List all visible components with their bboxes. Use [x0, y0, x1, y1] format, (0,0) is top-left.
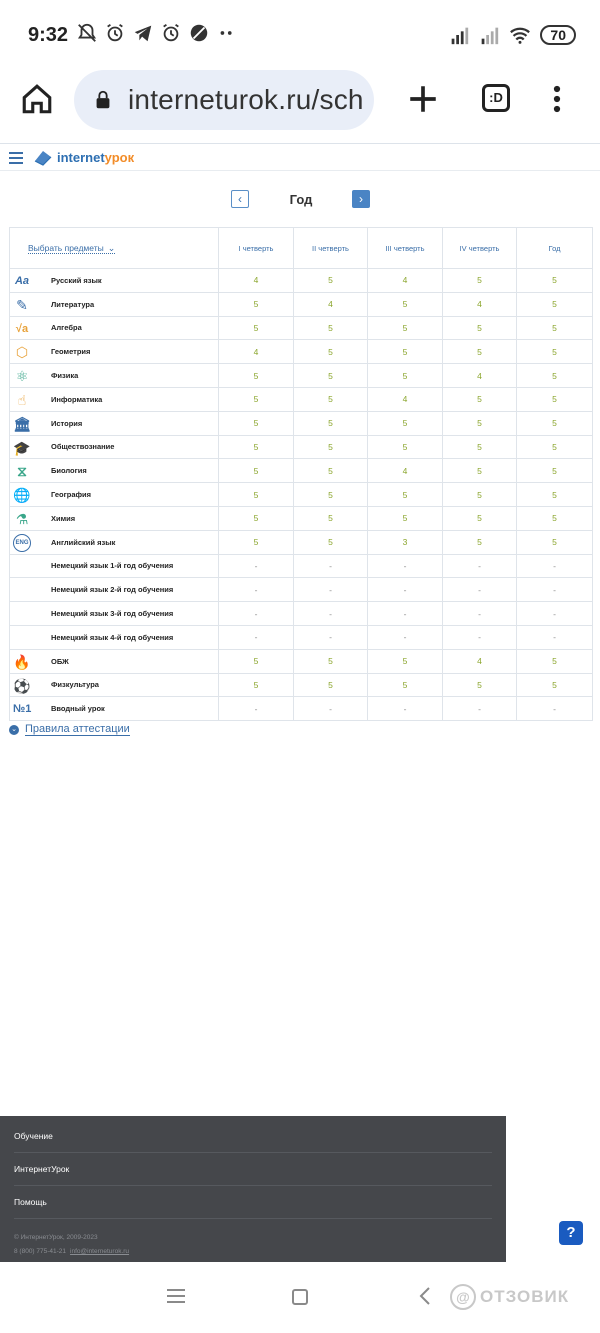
- system-navigation-bar: [0, 1262, 600, 1333]
- grade-cell: 5: [219, 364, 294, 388]
- grade-cell: -: [368, 602, 443, 626]
- hamburger-menu-icon[interactable]: [9, 152, 23, 164]
- subject-name: Химия: [51, 513, 76, 523]
- table-row: [10, 483, 593, 507]
- subject-name: Алгебра: [51, 323, 82, 333]
- subject-cell: [10, 554, 219, 578]
- table-row: [10, 602, 593, 626]
- grade-cell: 5: [368, 649, 443, 673]
- grade-cell: -: [368, 578, 443, 602]
- subject-icon: 🏛: [13, 415, 31, 432]
- grade-cell: 5: [517, 506, 593, 530]
- footer-copyright: © ИнтернетУрок, 2009-2023: [14, 1234, 98, 1241]
- footer-email[interactable]: info@interneturok.ru: [70, 1248, 130, 1255]
- subject-icon: [13, 605, 31, 623]
- grade-cell: 5: [443, 506, 517, 530]
- grade-cell: 4: [219, 269, 294, 293]
- subject-icon: ⧖: [17, 463, 27, 480]
- grade-cell: 5: [443, 483, 517, 507]
- grade-cell: 5: [219, 292, 294, 316]
- grade-cell: -: [294, 625, 368, 649]
- watermark-at-icon: @: [450, 1284, 476, 1310]
- grade-cell: 4: [219, 340, 294, 364]
- grade-cell: 5: [517, 316, 593, 340]
- grade-cell: 5: [368, 364, 443, 388]
- grade-cell: 5: [517, 649, 593, 673]
- grade-cell: -: [443, 578, 517, 602]
- column-header: Год: [517, 228, 593, 269]
- grades-table: [9, 227, 593, 721]
- column-header: II четверть: [294, 228, 368, 269]
- system-indicators: [448, 24, 576, 46]
- attestation-rules[interactable]: [9, 723, 130, 736]
- grade-cell: -: [368, 697, 443, 721]
- grade-cell: 5: [219, 411, 294, 435]
- footer-link-help[interactable]: Помощь: [14, 1186, 492, 1219]
- grade-cell: 5: [517, 483, 593, 507]
- subject-name: Обществознание: [51, 442, 115, 452]
- subject-column-header: [10, 228, 219, 269]
- table-row: [10, 292, 593, 316]
- grade-cell: -: [443, 554, 517, 578]
- grade-cell: 5: [294, 483, 368, 507]
- grade-cell: 5: [219, 483, 294, 507]
- table-header-row: [10, 228, 593, 269]
- grade-cell: 5: [517, 387, 593, 411]
- table-row: [10, 459, 593, 483]
- mute-bell-icon: [76, 22, 98, 44]
- grade-cell: -: [368, 554, 443, 578]
- grade-cell: 5: [368, 506, 443, 530]
- grade-cell: 5: [443, 340, 517, 364]
- grade-cell: 5: [294, 673, 368, 697]
- table-row: [10, 411, 593, 435]
- subject-icon: 🌐: [13, 487, 31, 504]
- grade-cell: 4: [294, 292, 368, 316]
- grade-cell: -: [294, 697, 368, 721]
- subject-icon: [13, 629, 31, 647]
- subject-name: Немецкий язык 2-й год обучения: [51, 585, 174, 595]
- subject-cell: [10, 435, 219, 459]
- subject-name: История: [51, 418, 83, 428]
- subject-cell: [10, 459, 219, 483]
- status-bar: [0, 0, 600, 70]
- back-nav-icon[interactable]: [418, 1286, 432, 1306]
- grade-cell: 5: [517, 673, 593, 697]
- footer-phone[interactable]: 8 (800) 775-41-21: [14, 1248, 67, 1255]
- grade-cell: 5: [219, 459, 294, 483]
- subject-name: Английский язык: [51, 537, 116, 547]
- grade-cell: 5: [294, 387, 368, 411]
- grade-cell: 4: [368, 269, 443, 293]
- grade-cell: -: [517, 602, 593, 626]
- subject-icon: 🎓: [13, 439, 31, 456]
- grade-cell: 5: [517, 292, 593, 316]
- grade-cell: -: [443, 697, 517, 721]
- grade-cell: 5: [517, 269, 593, 293]
- table-row: [10, 506, 593, 530]
- alarm-icon: [104, 22, 126, 44]
- table-row: [10, 269, 593, 293]
- grade-cell: -: [517, 578, 593, 602]
- table-row: [10, 530, 593, 554]
- footer-link-learning[interactable]: Обучение: [14, 1120, 492, 1153]
- footer-contacts: [14, 1248, 129, 1255]
- table-row: [10, 649, 593, 673]
- table-row: [10, 578, 593, 602]
- grade-cell: 5: [517, 411, 593, 435]
- lock-icon: [92, 88, 114, 112]
- grade-cell: 5: [219, 387, 294, 411]
- grade-cell: -: [294, 602, 368, 626]
- grade-cell: 5: [219, 649, 294, 673]
- subject-icon: ⬡: [15, 344, 29, 361]
- subject-icon: ⚽: [13, 677, 31, 694]
- battery-indicator: 70: [540, 25, 576, 45]
- grade-cell: 5: [294, 364, 368, 388]
- grade-cell: 3: [368, 530, 443, 554]
- grade-cell: 5: [219, 435, 294, 459]
- subject-name: Немецкий язык 3-й год обучения: [51, 609, 174, 619]
- grade-cell: -: [294, 578, 368, 602]
- site-header: [0, 143, 600, 171]
- grade-cell: 5: [517, 530, 593, 554]
- grade-cell: 4: [443, 649, 517, 673]
- table-row: [10, 697, 593, 721]
- grade-cell: -: [443, 625, 517, 649]
- subject-icon: ⚗: [15, 510, 29, 527]
- url-text: interneturok.ru/sch: [128, 84, 364, 115]
- table-row: [10, 625, 593, 649]
- grade-cell: 5: [219, 530, 294, 554]
- site-logo[interactable]: [33, 147, 134, 167]
- grade-cell: 5: [219, 673, 294, 697]
- table-row: [10, 387, 593, 411]
- grade-cell: 5: [368, 292, 443, 316]
- grade-cell: -: [517, 554, 593, 578]
- next-period-button[interactable]: ›: [352, 190, 370, 208]
- grade-cell: 5: [443, 269, 517, 293]
- grade-cell: 5: [294, 649, 368, 673]
- column-header: IV четверть: [443, 228, 517, 269]
- chevron-down-icon: ⌄: [9, 725, 19, 735]
- new-tab-icon[interactable]: [406, 82, 440, 116]
- subject-cell: [10, 602, 219, 626]
- logo-book-icon: [33, 147, 53, 167]
- subject-name: Информатика: [51, 394, 103, 404]
- address-bar[interactable]: [74, 70, 374, 130]
- grade-cell: 5: [517, 459, 593, 483]
- grade-cell: 5: [368, 316, 443, 340]
- grade-cell: 5: [443, 316, 517, 340]
- grade-cell: 5: [294, 411, 368, 435]
- grade-cell: 5: [368, 340, 443, 364]
- prev-period-button[interactable]: ‹: [231, 190, 249, 208]
- subject-name: Немецкий язык 4-й год обучения: [51, 632, 174, 642]
- browser-toolbar: [0, 70, 600, 136]
- grade-cell: 5: [368, 483, 443, 507]
- grade-cell: 5: [443, 435, 517, 459]
- subject-cell: [10, 269, 219, 293]
- subject-icon: [13, 558, 31, 576]
- column-header: I четверть: [219, 228, 294, 269]
- grade-cell: -: [517, 625, 593, 649]
- signal-icon-2: [478, 24, 500, 46]
- grade-cell: 4: [443, 364, 517, 388]
- subject-name: Вводный урок: [51, 704, 105, 714]
- grade-cell: -: [219, 625, 294, 649]
- recent-apps-icon[interactable]: [167, 1288, 185, 1304]
- tabs-button[interactable]: :D: [482, 84, 510, 112]
- table-row: [10, 340, 593, 364]
- subject-cell: [10, 483, 219, 507]
- grade-cell: 5: [517, 364, 593, 388]
- grade-cell: 5: [368, 411, 443, 435]
- subject-cell: [10, 649, 219, 673]
- status-time: 9:32: [28, 24, 69, 46]
- grade-cell: 5: [443, 530, 517, 554]
- subject-cell: [10, 411, 219, 435]
- grade-cell: 5: [368, 435, 443, 459]
- help-button[interactable]: ?: [559, 1221, 583, 1245]
- table-row: [10, 364, 593, 388]
- subject-name: Геометрия: [51, 347, 91, 357]
- watermark: [450, 1284, 569, 1310]
- grade-cell: 5: [443, 411, 517, 435]
- subject-cell: [10, 530, 219, 554]
- app-icon: [188, 22, 210, 44]
- table-row: [10, 673, 593, 697]
- grade-cell: 5: [368, 673, 443, 697]
- subject-icon: 🔥: [13, 653, 31, 670]
- grade-cell: -: [294, 554, 368, 578]
- subject-name: Физика: [51, 371, 79, 381]
- grade-cell: -: [517, 697, 593, 721]
- grade-cell: 5: [294, 506, 368, 530]
- grade-cell: 4: [368, 387, 443, 411]
- table-row: [10, 435, 593, 459]
- grade-cell: 5: [294, 269, 368, 293]
- table-row: [10, 316, 593, 340]
- subject-cell: [10, 506, 219, 530]
- grade-cell: 5: [294, 530, 368, 554]
- logo-text: internetурок: [57, 149, 135, 165]
- wifi-icon: [508, 24, 532, 46]
- subject-name: География: [51, 490, 92, 500]
- grade-cell: 4: [368, 459, 443, 483]
- telegram-icon: [132, 22, 154, 44]
- subject-cell: [10, 387, 219, 411]
- home-nav-icon[interactable]: [292, 1289, 308, 1305]
- subject-name: Биология: [51, 466, 87, 476]
- footer-link-interneturok[interactable]: ИнтернетУрок: [14, 1153, 492, 1186]
- subject-name: Физкультура: [51, 680, 99, 690]
- subject-icon: ☝: [17, 391, 27, 408]
- grade-cell: 5: [443, 387, 517, 411]
- grade-cell: 4: [443, 292, 517, 316]
- subject-cell: [10, 340, 219, 364]
- alarm-icon-2: [160, 22, 182, 44]
- more-menu-icon[interactable]: [548, 84, 566, 114]
- table-row: [10, 554, 593, 578]
- subject-icon: [13, 581, 31, 599]
- grade-cell: 5: [443, 459, 517, 483]
- subject-icon: ENG: [13, 534, 31, 552]
- grade-cell: -: [219, 554, 294, 578]
- subject-filter-dropdown[interactable]: Выбрать предметы ⌄: [28, 242, 116, 253]
- period-navigator: [0, 190, 600, 210]
- watermark-text: ОТЗОВИК: [480, 1287, 570, 1306]
- grade-cell: -: [368, 625, 443, 649]
- period-label: Год: [289, 192, 313, 207]
- grade-cell: -: [219, 578, 294, 602]
- grade-cell: 5: [517, 340, 593, 364]
- grade-cell: -: [443, 602, 517, 626]
- column-header: III четверть: [368, 228, 443, 269]
- grade-cell: -: [219, 697, 294, 721]
- subject-name: Литература: [51, 299, 95, 309]
- grade-cell: 5: [294, 316, 368, 340]
- grade-cell: 5: [294, 459, 368, 483]
- subject-icon: √a: [15, 322, 29, 335]
- grade-cell: 5: [219, 316, 294, 340]
- subject-icon: ✎: [16, 296, 28, 313]
- subject-cell: [10, 625, 219, 649]
- subject-cell: [10, 697, 219, 721]
- grade-cell: 5: [219, 506, 294, 530]
- notification-icons: [76, 22, 238, 44]
- grade-cell: 5: [443, 673, 517, 697]
- grade-cell: 5: [294, 435, 368, 459]
- subject-icon: Aa: [14, 275, 30, 287]
- grade-cell: 5: [294, 340, 368, 364]
- subject-name: Немецкий язык 1-й год обучения: [51, 561, 174, 571]
- subject-cell: [10, 364, 219, 388]
- subject-cell: [10, 292, 219, 316]
- home-icon[interactable]: [20, 82, 54, 116]
- grade-cell: -: [219, 602, 294, 626]
- more-dots-icon: [216, 22, 238, 44]
- attestation-rules-link[interactable]: Правила аттестации: [25, 723, 130, 735]
- subject-cell: [10, 578, 219, 602]
- subject-cell: [10, 316, 219, 340]
- grade-cell: 5: [517, 435, 593, 459]
- subject-icon: ⚛: [15, 368, 29, 385]
- subject-icon: №1: [13, 703, 32, 716]
- site-footer: [0, 1116, 506, 1262]
- subject-cell: [10, 673, 219, 697]
- subject-name: Русский язык: [51, 275, 102, 285]
- subject-name: ОБЖ: [51, 656, 69, 666]
- chevron-down-icon: ⌄: [107, 242, 116, 253]
- signal-icon: [448, 24, 470, 46]
